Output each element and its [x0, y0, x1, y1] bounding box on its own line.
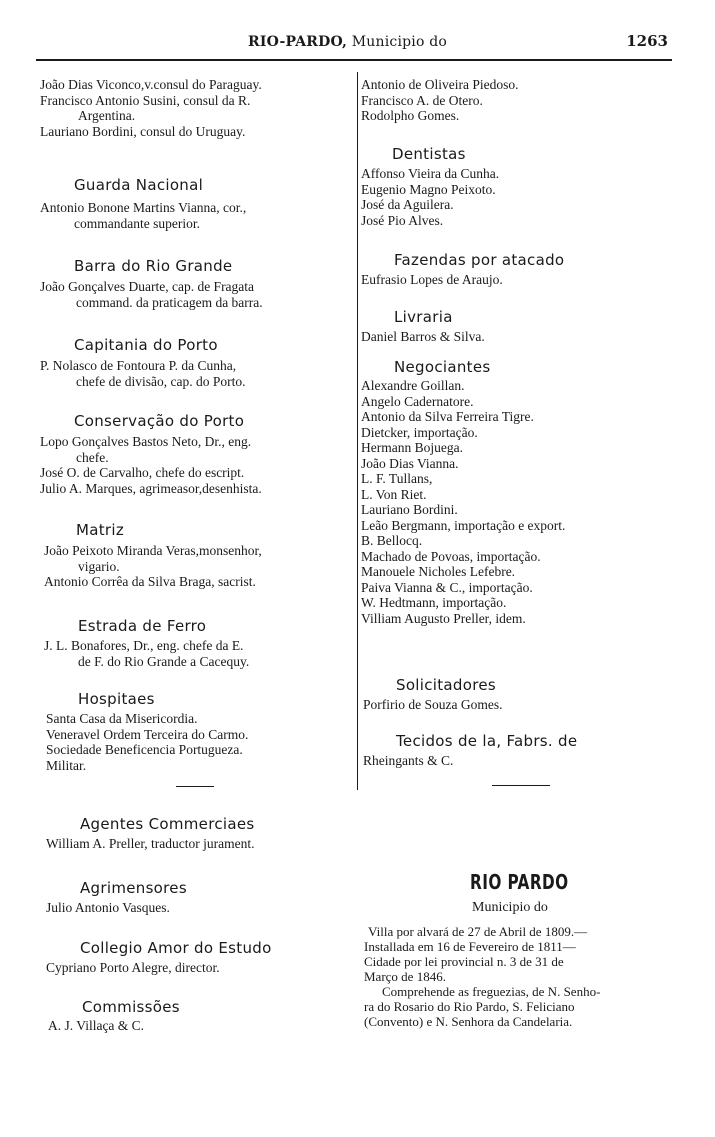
text-line: J. L. Bonafores, Dr., eng. chefe da E. — [44, 638, 244, 653]
text-line: Machado de Povoas, importação. — [361, 548, 541, 564]
text-line: Affonso Vieira da Cunha. — [361, 166, 500, 181]
text-line: Lauriano Bordini. — [361, 502, 458, 517]
text-line: ra do Rosario do Rio Pardo, S. Feliciano — [364, 999, 575, 1014]
text-line: Cidade por lei provincial n. 3 de 31 de — [364, 954, 564, 969]
text-line: Daniel Barros & Silva. — [361, 329, 485, 344]
text-line: L. Von Riet. — [361, 486, 427, 502]
page-number: 1263 — [626, 32, 668, 50]
text-line: João Peixoto Miranda Veras,monsenhor, — [44, 543, 262, 558]
text-line: William A. Preller, traductor jurament. — [46, 836, 255, 851]
text-line: Argentina. — [78, 108, 136, 123]
solicitadores-block — [363, 697, 502, 713]
text-line: Hermann Bojuega. — [361, 440, 463, 455]
section-heading: Livraria — [394, 308, 453, 326]
text-line: Manouele Nicholes Lefebre. — [361, 564, 516, 579]
header-rule — [36, 59, 672, 61]
text-line: Rodolpho Gomes. — [361, 108, 460, 123]
text-line: chefe de divisão, cap. do Porto. — [76, 373, 246, 389]
collegio-block — [46, 960, 220, 976]
rio-pardo-description — [364, 924, 682, 1029]
text-line: Antonio de Oliveira Piedoso. — [361, 77, 519, 92]
text-line: Rheingants & C. — [363, 753, 454, 768]
text-line: Villiam Augusto Preller, idem. — [361, 610, 526, 626]
text-line: Eugenio Magno Peixoto. — [361, 181, 496, 197]
section-heading: Agentes Commerciaes — [80, 815, 255, 833]
section-heading: Tecidos de la, Fabrs. de — [396, 732, 578, 750]
text-line: commandante superior. — [74, 215, 200, 231]
text-line: João Dias Vianna. — [361, 455, 459, 471]
text-line: Comprehende as freguezias, de N. Senho- — [382, 984, 601, 999]
guarda-block — [40, 200, 246, 231]
text-line: Paiva Vianna & C., importação. — [361, 579, 533, 595]
capitania-block — [40, 358, 245, 389]
matriz-block — [44, 543, 262, 590]
text-line: Veneravel Ordem Terceira do Carmo. — [46, 726, 249, 742]
text-line: Santa Casa da Misericordia. — [46, 711, 198, 726]
text-line: chefe. — [76, 449, 109, 465]
rio-pardo-title: RIO PARDO — [470, 870, 569, 894]
text-line: Março de 1846. — [364, 969, 446, 984]
barra-block — [40, 279, 263, 310]
text-line: de F. do Rio Grande a Cacequy. — [78, 653, 250, 669]
section-heading: Dentistas — [392, 145, 466, 163]
text-line: Lopo Gonçalves Bastos Neto, Dr., eng. — [40, 434, 252, 449]
section-heading: Capitania do Porto — [74, 336, 218, 354]
section-heading: Collegio Amor do Estudo — [80, 939, 272, 957]
text-line: Julio Antonio Vasques. — [46, 900, 170, 915]
tecidos-block — [363, 753, 453, 769]
text-line: vigario. — [78, 558, 120, 574]
running-title-bold: RIO-PARDO, — [248, 34, 348, 50]
text-line: W. Hedtmann, importação. — [361, 595, 507, 610]
running-title-rest: Municipio do — [347, 34, 448, 50]
text-line: Militar. — [46, 757, 87, 773]
text-line: Eufrasio Lopes de Araujo. — [361, 272, 503, 287]
text-line: command. da praticagem da barra. — [76, 294, 263, 310]
text-line: A. J. Villaça & C. — [48, 1018, 145, 1033]
text-line: B. Bellocq. — [361, 533, 423, 548]
agentes-block — [46, 836, 254, 852]
section-heading: Commissões — [82, 998, 180, 1016]
text-line: Leão Bergmann, importação e export. — [361, 517, 566, 533]
text-line: Villa por alvará de 27 de Abril de 1809.— — [368, 924, 588, 939]
page-header — [36, 30, 672, 56]
rio-pardo-subtitle: Municipio do — [472, 900, 548, 915]
text-line: João Dias Viconco,v.consul do Paraguay. — [40, 77, 262, 92]
section-rule — [176, 786, 214, 787]
section-heading: Fazendas por atacado — [394, 251, 565, 269]
section-heading: Agrimensores — [80, 879, 187, 897]
section-heading: Guarda Nacional — [74, 176, 204, 194]
negociantes-block — [361, 378, 565, 626]
hospitaes-block — [46, 711, 248, 773]
text-line: Antonio da Silva Ferreira Tigre. — [361, 409, 534, 424]
section-heading: Matriz — [76, 521, 125, 539]
text-line: Antonio Corrêa da Silva Braga, sacrist. — [44, 574, 256, 589]
fazendas-block — [361, 272, 503, 288]
agrimensores-block — [46, 900, 170, 916]
text-line: Porfirio de Souza Gomes. — [363, 697, 503, 712]
section-heading: Conservação do Porto — [74, 412, 245, 430]
section-rule — [492, 785, 550, 786]
commissoes-block — [48, 1018, 144, 1034]
section-heading: Barra do Rio Grande — [74, 257, 233, 275]
dentistas-block — [361, 166, 499, 228]
text-line: Lauriano Bordini, consul do Uruguay. — [40, 123, 246, 139]
text-line: Cypriano Porto Alegre, director. — [46, 960, 220, 975]
estrada-block — [44, 638, 249, 669]
text-line: P. Nolasco de Fontoura P. da Cunha, — [40, 358, 237, 373]
text-line: José Pio Alves. — [361, 212, 444, 228]
text-line: Alexandre Goillan. — [361, 378, 465, 393]
section-heading: Solicitadores — [396, 676, 497, 694]
text-line: João Gonçalves Duarte, cap. de Fragata — [40, 279, 255, 294]
text-line: Dietcker, importação. — [361, 424, 478, 440]
text-line: Francisco Antonio Susini, consul da R. — [40, 92, 251, 108]
text-line: Installada em 16 de Fevereiro de 1811— — [364, 939, 576, 954]
text-line: Sociedade Beneficencia Portugueza. — [46, 742, 243, 757]
conservacao-block — [40, 434, 262, 496]
section-heading: Estrada de Ferro — [78, 617, 207, 635]
text-line: José O. de Carvalho, chefe do escript. — [40, 465, 245, 480]
text-line: Francisco A. de Otero. — [361, 92, 483, 108]
text-line: Angelo Cadernatore. — [361, 393, 474, 409]
text-line: L. F. Tullans, — [361, 471, 433, 486]
text-line: (Convento) e N. Senhora da Candelaria. — [364, 1014, 573, 1029]
livraria-block — [361, 329, 485, 345]
section-heading: Negociantes — [394, 358, 491, 376]
right-top-block — [361, 77, 518, 124]
column-divider — [357, 72, 358, 790]
text-line: Julio A. Marques, agrimeasor,desenhista. — [40, 480, 262, 496]
text-line: Antonio Bonone Martins Vianna, cor., — [40, 200, 247, 215]
text-line: José da Aguilera. — [361, 197, 454, 212]
section-heading: Hospitaes — [78, 690, 155, 708]
running-title — [248, 34, 447, 50]
consuls-block — [40, 77, 262, 139]
